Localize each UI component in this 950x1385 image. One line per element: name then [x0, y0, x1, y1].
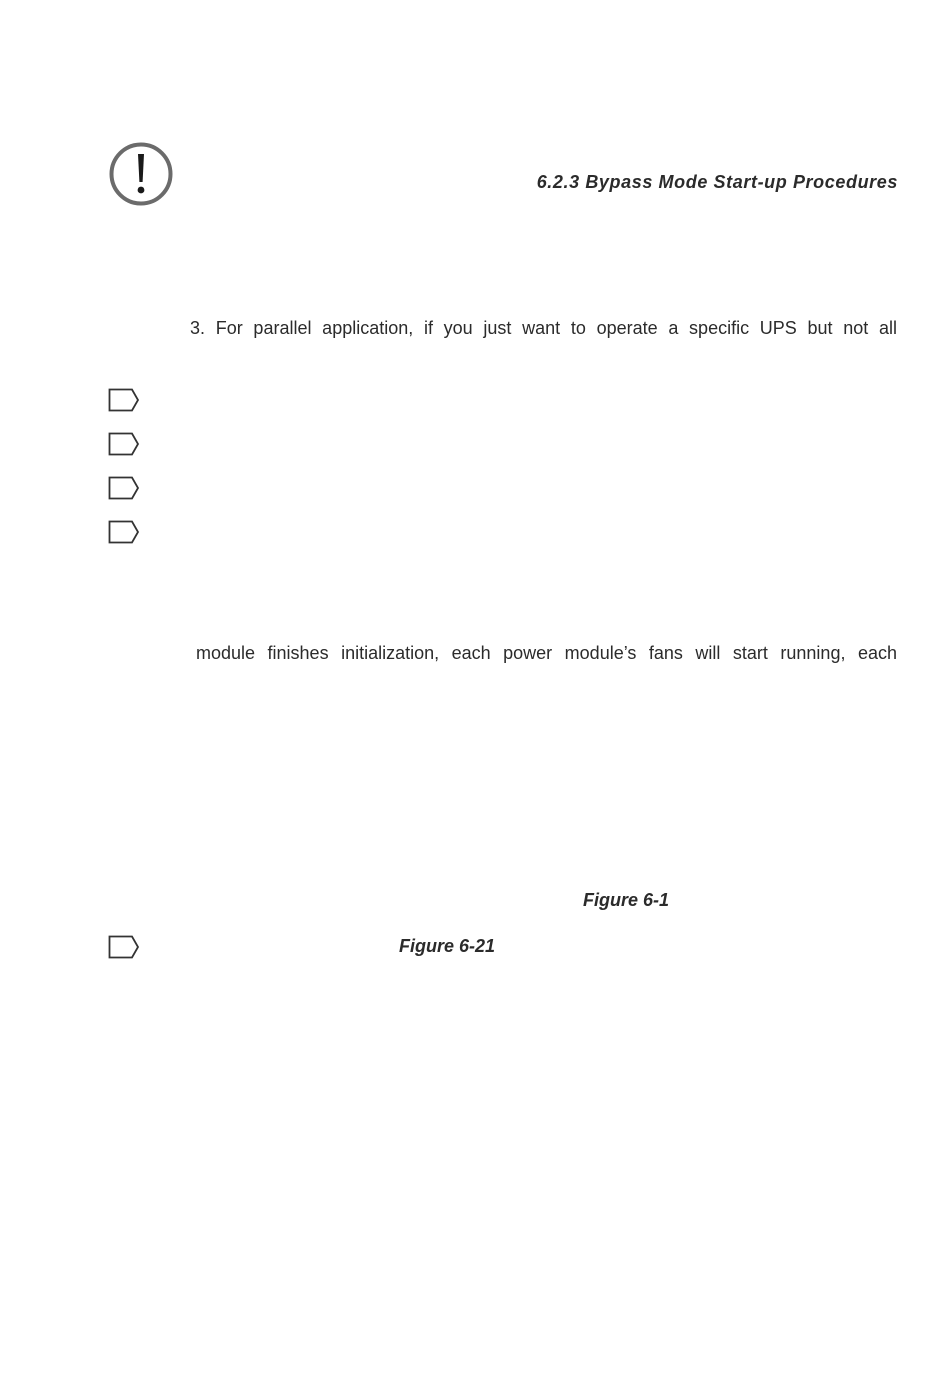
- figure-reference: Figure 6-21: [399, 936, 496, 956]
- note-tag-icon: [108, 476, 140, 500]
- figure-reference: Figure 6-1: [583, 890, 670, 910]
- note-tag-icon: [108, 388, 140, 412]
- note-tag-icon: [108, 935, 140, 959]
- section-heading: 6.2.3 Bypass Mode Start-up Procedures: [536, 172, 898, 192]
- caution-exclamation-icon: [108, 141, 174, 207]
- step-3-text: 3. For parallel application, if you just want to operate a specific UPS but not all: [190, 318, 897, 338]
- note-tag-icon: [108, 520, 140, 544]
- note-tag-icon: [108, 432, 140, 456]
- continuation-text: module finishes initialization, each power module’s fans will start running, each: [196, 643, 897, 663]
